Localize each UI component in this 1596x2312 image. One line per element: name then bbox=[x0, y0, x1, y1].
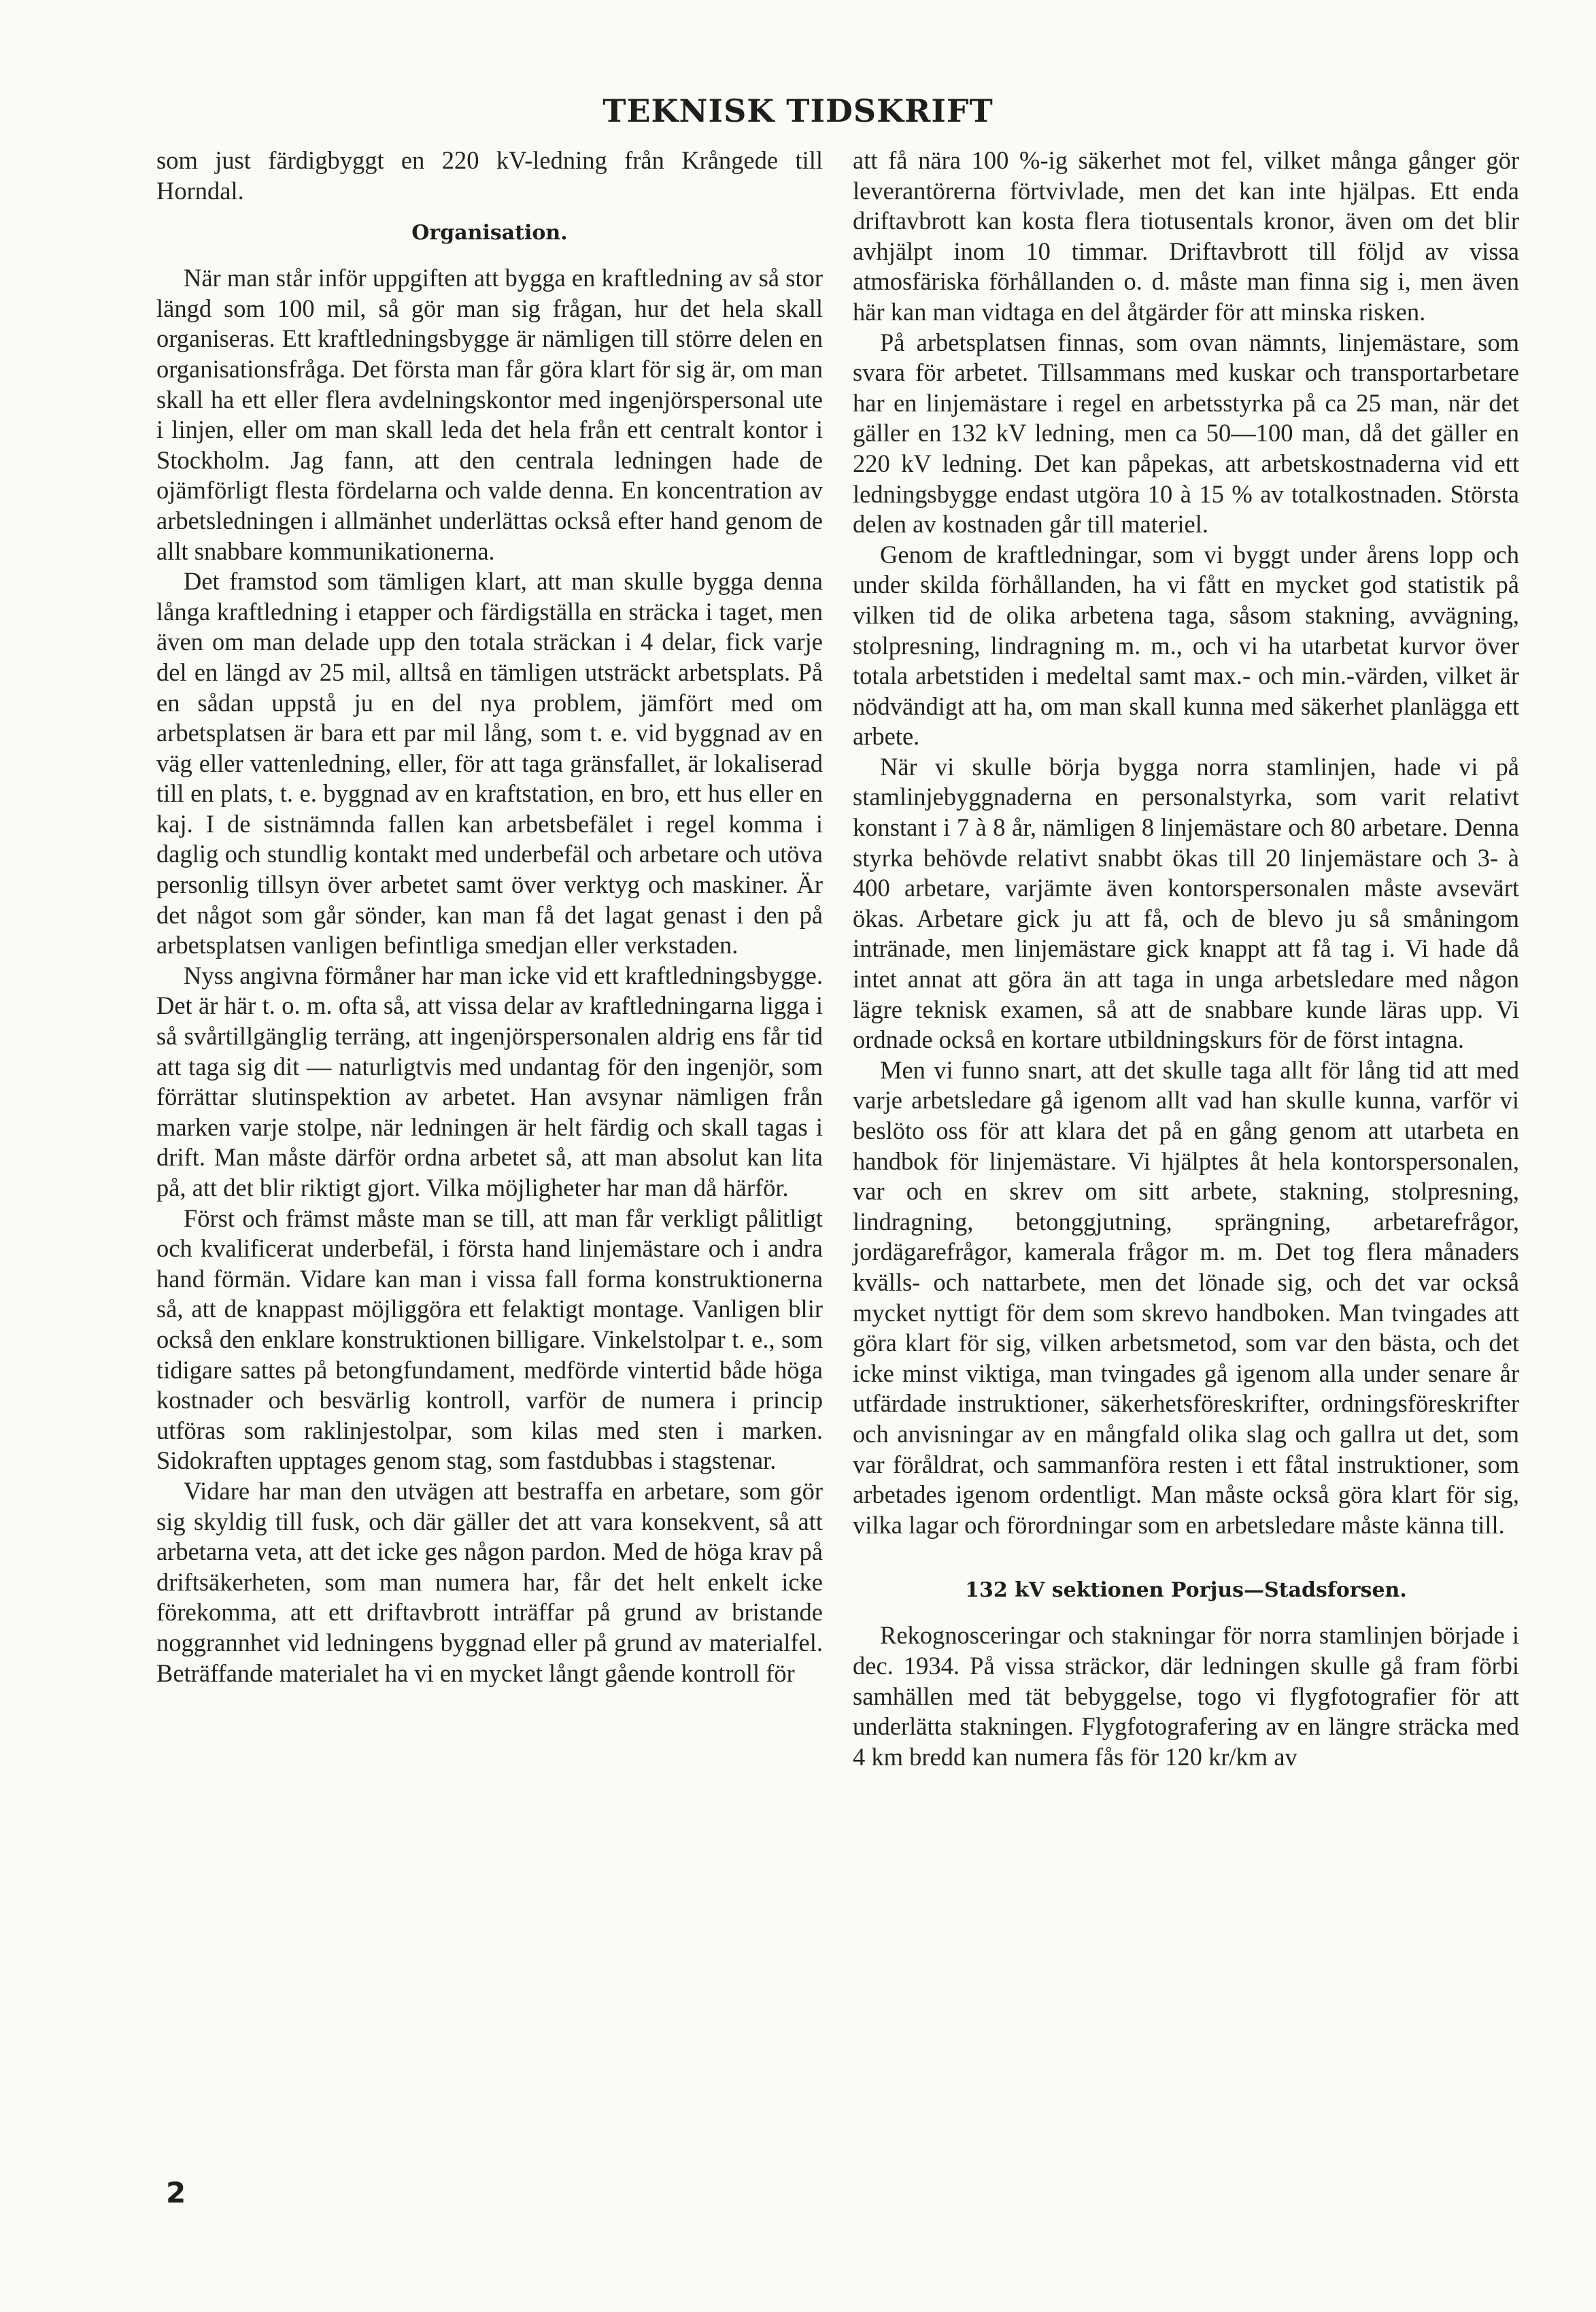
body-paragraph: Vidare har man den utvägen att bestraffa en arbetare, som gör sig skyldig till fusk, och där gäller det att vara konsekvent, så att arbetarna veta, att det icke ges någon pardon. Med de höga krav på driftsäkerheten, som man numera har, får det helt enkelt icke förekomma, att ett driftavbrott inträffar på grund av bristande noggrannhet vid ledningens byggnad eller på grund av materialfel. Beträffande materialet ha vi en mycket långt gående kontroll för bbox=[156, 1476, 823, 1687]
left-column bbox=[156, 146, 823, 1688]
body-paragraph: Nyss angivna förmåner har man icke vid ett kraftledningsbygge. Det är här t. o. m. ofta så, att vissa delar av kraftledningarna ligga i så svårtillgänglig terräng, att ingenjörspersonalen aldrig ens får tid att taga sig dit — naturligtvis med undantag för den ingenjör, som förrättar slutinspektion av arbetet. Han avsynar nämligen från marken varje stolpe, när ledningen är helt färdig och skall tagas i drift. Man måste därför ordna arbetet så, att man absolut kan lita på, att det blir riktigt gjort. Vilka möjligheter har man då härför. bbox=[156, 961, 823, 1202]
body-paragraph: När vi skulle börja bygga norra stamlinjen, hade vi på stamlinjebyggnaderna en personalstyrka, som varit relativt konstant i 7 à 8 år, nämligen 8 linjemästare och 80 arbetare. Denna styrka behövde relativt snabbt ökas till 20 linjemästare och 3- à 400 arbetare, varjämte även kontorspersonalen måste avsevärt ökas. Arbetare gick ju att få, och de blevo ju så småningom intränade, men linjemästare gick knappt att få tag i. Vi hade då intet annat att göra än att taga in unga arbetsledare med någon lägre teknisk examen, så att de snabbare kunde läras upp. Vi ordnade också en kortare utbildningskurs för de först intagna. bbox=[853, 752, 1519, 1054]
body-paragraph: Först och främst måste man se till, att man får verkligt pålitligt och kvalificerat underbefäl, i första hand linjemästare och i andra hand förmän. Vidare kan man i vissa fall forma konstruktionerna så, att de knappast möjliggöra ett felaktigt montage. Vanligen blir också den enklare konstruktionen billigare. Vinkelstolpar t. e., som tidigare sattes på betongfundament, medförde vintertid både höga kostnader och besvärlig kontroll, varför de numera i princip utföras som raklinjestolpar, som kilas med sten i marken. Sidokraften upptages genom stag, som fastdubbas i stagstenar. bbox=[156, 1204, 823, 1475]
section-heading-porjus: 132 kV sektionen Porjus—Stadsforsen. bbox=[965, 1578, 1407, 1603]
body-paragraph: På arbetsplatsen finnas, som ovan nämnts, linjemästare, som svara för arbetet. Tillsammans med kuskar och transportarbetare har en linjemästare i regel en arbetsstyrka på ca 25 man, när det gäller en 132 kV ledning, men ca 50—100 man, då det gäller en 220 kV ledning. Det kan påpekas, att arbetskostnaderna vid ett ledningsbygge endast utgöra 10 à 15 % av totalkostnaden. Största delen av kostnaden går till materiel. bbox=[853, 328, 1519, 539]
right-column bbox=[853, 146, 1519, 1772]
left-intro-paragraph: som just färdigbyggt en 220 kV-ledning från Krångede till Horndal. bbox=[156, 146, 823, 205]
body-paragraph: Genom de kraftledningar, som vi byggt under årens lopp och under skilda förhållanden, ha vi fått en mycket god statistik på vilken tid de olika arbetena taga, såsom stakning, avvägning, stolpresning, lindragning m. m., och vi ha utarbetat kurvor över totala arbetstiden i medeltal samt max.- och min.-värden, vilket är nödvändigt att ha, om man skall kunna med säkerhet planlägga ett arbete. bbox=[853, 540, 1519, 751]
body-paragraph: Det framstod som tämligen klart, att man skulle bygga denna långa kraftledning i etapper och färdigställa en sträcka i taget, men även om man delade upp den totala sträckan i 4 delar, fick varje del en längd av 25 mil, alltså en tämligen utsträckt arbetsplats. På en sådan uppstå ju en del nya problem, jämfört med om arbetsplatsen är bara ett par mil lång, som t. e. vid byggnad av en väg eller vattenledning, eller, för att taga gränsfallet, är lokaliserad till en plats, t. e. byggnad av en kraftstation, en bro, ett hus eller en kaj. I de sistnämnda fallen kan arbetsbefälet i regel komma i daglig och stundlig kontakt med underbefäl och arbetare och utöva personlig tillsyn över arbetet samt över verktyg och maskiner. Är det något som går sönder, kan man få det lagat genast i den på arbetsplatsen vanligen befintliga smedjan eller verkstaden. bbox=[156, 567, 823, 959]
page-number: 2 bbox=[166, 2176, 186, 2209]
body-paragraph: När man står inför uppgiften att bygga en kraftledning av så stor längd som 100 mil, så gör man sig frågan, hur det hela skall organiseras. Ett kraftledningsbygge är nämligen till större delen en organisationsfråga. Det första man får göra klart för sig är, om man skall ha ett eller flera avdelningskontor med ingenjörspersonal ute i linjen, eller om man skall leda det hela från ett centralt kontor i Stockholm. Jag fann, att den centrala ledningen hade de ojämförligt flesta fördelarna och valde denna. En koncentration av arbetsledningen i allmänhet underlättas också efter hand genom de allt snabbare kommunikationerna. bbox=[156, 264, 823, 565]
section-heading-organisation: Organisation. bbox=[411, 221, 568, 245]
right-intro-paragraph: att få nära 100 %-ig säkerhet mot fel, vilket många gånger gör leverantörerna förtvivlade, men det kan inte hjälpas. Ett enda driftavbrott kan kosta flera tiotusentals kronor, även om det blir avhjälpt inom 10 timmar. Driftavbrott till följd av vissa atmosfäriska förhållanden o. d. måste man finna sig i, men även här kan man vidtaga en del åtgärder för att minska risken. bbox=[853, 146, 1519, 326]
body-paragraph: Rekognosceringar och stakningar för norra stamlinjen började i dec. 1934. På vissa sträckor, där ledningen skulle gå fram förbi samhällen med tät bebyggelse, togo vi flygfotografier för att underlätta stakningen. Flygfotografering av en längre sträcka med 4 km bredd kan numera fås för 120 kr/km av bbox=[853, 1621, 1519, 1771]
body-paragraph: Men vi funno snart, att det skulle taga allt för lång tid att med varje arbetsledare gå igenom allt vad han skulle kunna, varför vi beslöto oss för att klara det på en gång genom att utarbeta en handbok för linjemästare. Vi hjälptes åt hela kontorspersonalen, var och en skrev om sitt arbete, stakning, stolpresning, lindragning, betonggjutning, sprängning, arbetarefrågor, jordägarefrågor, kamerala frågor m. m. Det tog flera månaders kvälls- och nattarbete, men det lönade sig, och det var också mycket nyttigt för dem som skrevo handboken. Man tvingades att göra klart för sig, vilken arbetsmetod, som var den bästa, och det icke minst viktiga, man tvingades gå igenom alla under senare år utfärdade instruktioner, säkerhetsföreskrifter, ordningsföreskrifter och anvisningar av en mångfald olika slag och gallra ut det, som var föråldrat, och sammanföra resten i ett fåtal instruktioner, som arbetades igenom ordentligt. Man måste också göra klart för sig, vilka lagar och förordningar som en arbetsledare måste känna till. bbox=[853, 1055, 1519, 1539]
running-header: TEKNISK TIDSKRIFT bbox=[602, 92, 994, 129]
